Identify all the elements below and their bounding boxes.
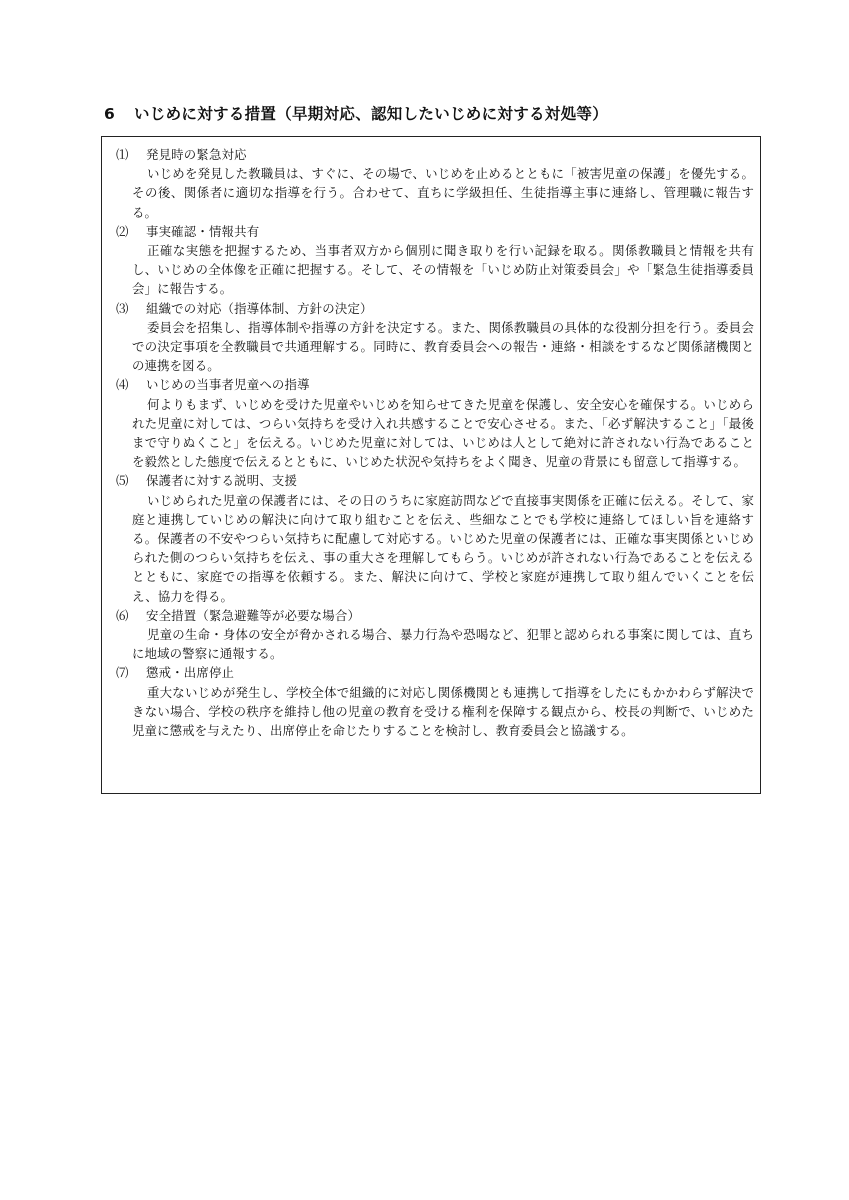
subsection-4 [116, 375, 754, 471]
subsection-number: ⑶ [116, 300, 129, 316]
subsection-1 [116, 145, 754, 222]
subsection-title: 発見時の緊急対応 [146, 147, 247, 162]
subsection-heading [116, 299, 754, 318]
subsection-body: 重大ないじめが発生し、学校全体で組織的に対応し関係機関とも連携して指導をしたにもかかわらず解決できない場合、学校の秩序を維持し他の児童の教育を受ける権利を保障する観点から、校長の判断で、いじめた児童に懲戒を与えたり、出席停止を命じたりすることを検討し、教育委員会と協議する。 [132, 684, 754, 738]
subsection-title: 懲戒・出席停止 [146, 665, 235, 681]
subsection-number: ⑷ [116, 377, 129, 393]
subsection-title: 組織での対応（指導体制、方針の決定） [146, 300, 373, 316]
section-heading [104, 102, 764, 124]
subsection-title: 事実確認・情報共有 [146, 223, 260, 239]
subsection-number: ⑸ [116, 473, 129, 489]
subsection-heading [116, 606, 754, 625]
subsection-heading [116, 663, 754, 682]
subsection-number: ⑴ [116, 147, 129, 162]
subsection-body: いじめられた児童の保護者には、その日のうちに家庭訪問などで直接事実関係を正確に伝える。そして、家庭と連携していじめの解決に向けて取り組むことを伝え、些細なことでも学校に連絡してほしい旨を連絡する。保護者の不安やつらい気持ちに配慮して対応する。いじめた児童の保護者には、正確な事実関係といじめられた側のつらい気持ちを伝え、事の重大さを理解してもらう。いじめが許されない行為であることを伝えるとともに、家庭での指導を依頼する。また、解決に向けて、学校と家庭が連携して取り組んでいくことを伝え、協力を得る。 [132, 492, 754, 604]
measures-box [101, 136, 761, 794]
subsection-5 [116, 471, 754, 605]
subsection-body: いじめを発見した教職員は、すぐに、その場で、いじめを止めるとともに「被害児童の保護」を優先する。その後、関係者に適切な指導を行う。合わせて、直ちに学級担任、生徒指導主事に連絡し、管理職に報告する。 [132, 166, 754, 220]
section-heading-title: いじめに対する措置（早期対応、認知したいじめに対する対処等） [134, 105, 609, 123]
subsection-title: 安全措置（緊急避難等が必要な場合） [146, 607, 361, 623]
subsection-number: ⑺ [116, 665, 129, 681]
subsection-6 [116, 606, 754, 664]
subsection-heading [116, 222, 754, 241]
subsection-title: 保護者に対する説明、支援 [146, 473, 298, 489]
subsection-body: 正確な実態を把握するため、当事者双方から個別に聞き取りを行い記録を取る。関係教職員と情報を共有し、いじめの全体像を正確に把握する。そして、その情報を「いじめ防止対策委員会」や「緊急生徒指導委員会」に報告する。 [132, 242, 754, 297]
subsection-body: 何よりもまず、いじめを受けた児童やいじめを知らせてきた児童を保護し、安全安心を確保する。いじめられた児童に対しては、つらい気持ちを受け入れ共感することで安心させる。また、「必ず解決すること」「最後まで守りぬくこと」を伝える。いじめた児童に対しては、いじめは人として絶対に許されない行為であることを毅然とした態度で伝えるとともに、いじめた状況や気持ちをよく聞き、児童の背景にも留意して指導する。 [132, 396, 754, 470]
subsection-title: いじめの当事者児童への指導 [146, 377, 310, 393]
subsection-number: ⑵ [116, 223, 129, 239]
subsection-body: 児童の生命・身体の安全が脅かされる場合、暴力行為や恐喝など、犯罪と認められる事案に関しては、直ちに地域の警察に通報する。 [132, 626, 754, 662]
subsection-number: ⑹ [116, 607, 129, 623]
subsection-heading [116, 145, 754, 164]
subsection-heading [116, 471, 754, 490]
section-heading-number: 6 [104, 105, 116, 123]
subsection-body: 委員会を招集し、指導体制や指導の方針を決定する。また、関係教職員の具体的な役割分担を行う。委員会での決定事項を全教職員で共通理解する。同時に、教育委員会への報告・連絡・相談をするなど関係諸機関との連携を図る。 [132, 319, 754, 374]
subsection-7 [116, 663, 754, 740]
subsection-3 [116, 299, 754, 376]
subsection-2 [116, 222, 754, 299]
subsection-heading [116, 375, 754, 394]
